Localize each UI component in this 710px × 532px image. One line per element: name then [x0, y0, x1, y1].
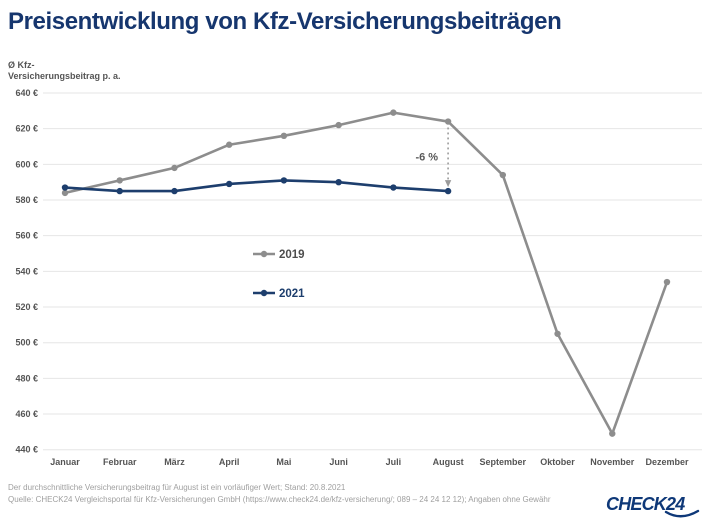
- legend-label-2019: 2019: [279, 249, 305, 261]
- x-tick-label: Dezember: [645, 457, 689, 467]
- data-point-2019-Mai: [281, 133, 287, 139]
- legend-item-2021: [253, 288, 305, 300]
- data-point-2019-April: [226, 142, 232, 148]
- data-point-2021-April: [226, 181, 232, 187]
- y-tick-label: 640 €: [15, 88, 38, 98]
- x-tick-label: April: [218, 457, 240, 467]
- y-axis-unit-line1: Ø Kfz-: [8, 60, 35, 70]
- series-2019-line: [62, 109, 670, 436]
- data-point-2021-Januar: [62, 184, 68, 190]
- y-tick-label: 520 €: [15, 302, 38, 313]
- legend-marker-dot: [261, 251, 267, 257]
- data-point-2019-März: [171, 165, 177, 171]
- check24-smile-icon: [664, 509, 702, 522]
- annotation-label: -6 %: [415, 151, 439, 164]
- y-tick-label: 540 €: [15, 266, 38, 277]
- annotation-arrow-head: [445, 180, 451, 187]
- footnote-status: Der durchschnittliche Versicherungsbeitrag für August ist ein vorläufiger Wert; Stand: 20.8.2021: [8, 483, 346, 492]
- legend-marker-dot: [261, 290, 267, 296]
- y-tick-label: 600 €: [15, 159, 38, 170]
- check24-logo-text: CHECK24: [606, 494, 685, 514]
- legend-label-2021: 2021: [279, 288, 305, 300]
- data-point-2019-Juli: [390, 109, 396, 115]
- data-point-2019-Dezember: [664, 279, 670, 285]
- y-tick-label: 480 €: [15, 373, 38, 384]
- y-tick-label: 500 €: [15, 337, 38, 348]
- x-tick-label: Januar: [50, 457, 80, 467]
- y-axis-unit-line2: Versicherungsbeitrag p. a.: [8, 71, 121, 81]
- x-tick-label: Februar: [102, 457, 137, 467]
- y-tick-label: 580 €: [15, 195, 38, 206]
- series-2019-path: [65, 113, 667, 434]
- data-point-2019-Juni: [335, 122, 341, 128]
- x-tick-label: Mai: [276, 457, 292, 467]
- check24-logo: [606, 494, 702, 524]
- x-tick-label: Juli: [385, 457, 402, 467]
- data-point-2021-Februar: [117, 188, 123, 194]
- x-tick-label: September: [479, 457, 527, 467]
- data-point-2019-August: [445, 118, 451, 124]
- y-tick-label: 620 €: [15, 123, 38, 134]
- x-tick-label: Juni: [329, 457, 348, 467]
- y-tick-label: 460 €: [15, 409, 38, 420]
- data-point-2019-November: [609, 430, 615, 436]
- y-tick-label: 560 €: [15, 230, 38, 241]
- data-point-2021-Mai: [281, 177, 287, 183]
- data-point-2019-Februar: [117, 177, 123, 183]
- data-point-2019-September: [500, 172, 506, 178]
- x-tick-label: März: [164, 457, 185, 467]
- data-point-2021-August: [445, 188, 451, 194]
- data-point-2021-Juni: [335, 179, 341, 185]
- x-tick-label: August: [432, 457, 464, 467]
- data-point-2021-März: [171, 188, 177, 194]
- footnote-source: Quelle: CHECK24 Vergleichsportal für Kfz-Versicherungen GmbH (https://www.check24.de/kfz-versicherung/; 089 – 24 24 12 12); Angaben ohne Gewähr: [8, 495, 551, 504]
- annotation-minus-6-percent: [415, 128, 451, 188]
- legend-item-2019: [253, 249, 305, 261]
- data-point-2021-Juli: [390, 184, 396, 190]
- page-title: Preisentwicklung von Kfz-Versicherungsbeiträgen: [8, 8, 562, 35]
- x-tick-label: Oktober: [540, 457, 575, 467]
- x-tick-label: November: [590, 457, 635, 467]
- y-tick-label: 440 €: [15, 444, 38, 455]
- data-point-2019-Oktober: [554, 331, 560, 337]
